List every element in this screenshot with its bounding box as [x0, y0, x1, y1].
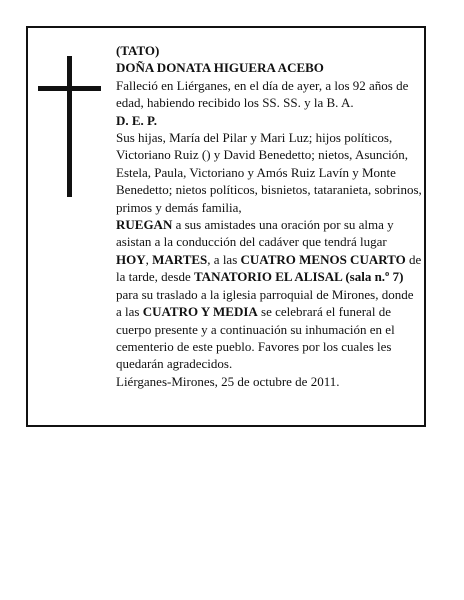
funeral-text: se celebrará el funeral de cuerpo presente y a continuación su inhumación en el cementerio de este pueblo. Favores por los cuales les quedarán agradecidos.: [116, 304, 395, 372]
a-las-text: , a las: [207, 251, 241, 267]
cross-icon: [67, 56, 72, 197]
martes-text: MARTES: [152, 251, 208, 267]
ruegan-text: RUEGAN: [116, 217, 173, 233]
funeral-home: TANATORIO EL ALISAL (sala n.º 7): [193, 269, 404, 285]
tarde-text: de la tarde, desde: [116, 251, 422, 285]
family-list: Sus hijas, María del Pilar y Mari Luz; hijos políticos, Victoriano Ruiz () y David Benedetto; nietos, Asunción, Estela, Paula, Victoriano y Amós Ruiz Lavín y Monte Benedetto; nietos políticos, bisnietos, tataranieta, sobrinos, primos y demás familia,: [116, 130, 422, 215]
separator: ,: [145, 251, 153, 267]
ruegan-body: a sus amistades una oración por su alma y asistan a la conducción del cadáver que tendrá lugar: [116, 217, 394, 250]
obituary-notice: [26, 26, 426, 427]
notice-text: [116, 42, 422, 390]
death-statement: Falleció en Liérganes, en el día de ayer, a los 92 años de edad, habiendo recibido los SS. SS. y la B. A.: [116, 77, 409, 111]
ceremony-details: [116, 216, 422, 373]
departure-time: CUATRO MENOS CUARTO: [240, 251, 406, 267]
funeral-time: CUATRO Y MEDIA: [142, 304, 258, 320]
place-date: Liérganes-Mirones, 25 de octubre de 2011.: [116, 373, 340, 389]
rip-text: D. E. P.: [116, 112, 158, 128]
transfer-text: para su traslado a la iglesia parroquial de Mirones, donde a las: [116, 286, 414, 320]
deceased-name: DOÑA DONATA HIGUERA ACEBO: [116, 60, 324, 76]
nickname: (TATO): [116, 43, 160, 58]
cross-icon-bar: [38, 86, 101, 91]
hoy-text: HOY: [116, 251, 146, 267]
